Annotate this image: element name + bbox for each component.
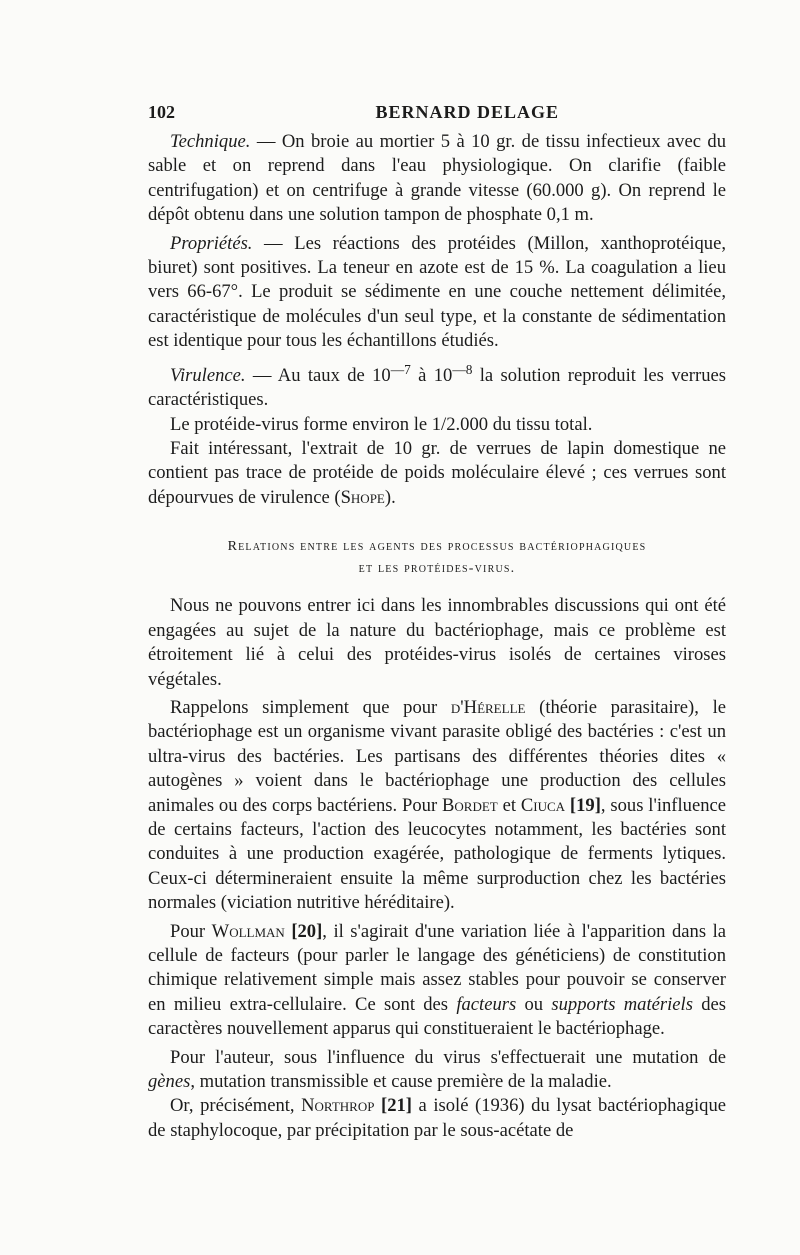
proprietes-text: — Les réactions des protéides (Millon, xanthoprotéique, biuret) sont positives. La teneur en azote est de 15 %. La coagulation a lieu vers 66-67°. Le produit se sédimente en une couche nettement délimitée, caractéristique de molécules d'un seul type, et la constante de sédimentation est identique pour tous les échantillons étudiés. <box>148 232 726 352</box>
technique-paragraph <box>148 130 726 228</box>
author-bordet: Bordet <box>442 794 498 816</box>
p2-text-c: et <box>497 794 521 816</box>
technique-text: — On broie au mortier 5 à 10 gr. de tissu infectieux avec du sable et on reprend dans l'eau physiologique. On clarifie (faible centrifugation) et on centrifuge à grande vitesse (60.000 g). On reprend le dépôt obtenu dans une solution tampon de phosphate 0,1 m. <box>148 131 726 226</box>
virulence-text-c: la solution reproduit les verrues caractéristiques. <box>148 364 726 411</box>
page-number: 102 <box>148 102 175 122</box>
emphasis-supports: supports matériels <box>551 993 693 1015</box>
author-ciuca: Ciuca <box>520 794 566 816</box>
p3-text-c: ou <box>516 993 552 1015</box>
virulence-exponent-2: —8 <box>452 361 473 377</box>
emphasis-genes: gènes <box>148 1071 191 1092</box>
p2-text-a: Rappelons simplement que pour <box>170 696 451 718</box>
author-northrop: Northrop <box>301 1095 375 1117</box>
reference-20: [20] <box>291 920 323 942</box>
p5-text-a: Or, précisément, <box>170 1095 302 1117</box>
section-title-line-2: et les protéides-virus. <box>358 561 516 577</box>
section-title-line-1: Relations entre les agents des processus bactériophagiques <box>227 539 647 555</box>
author-wollman: Wollman <box>211 920 285 942</box>
p4-text-a: Pour l'auteur, sous l'influence du virus s'effectuerait une mutation de <box>170 1046 726 1068</box>
body-paragraph-1: Nous ne pouvons entrer ici dans les innombrables discussions qui ont été engagées au sujet de la nature du bactériophage, mais ce problème est étroitement lié à celui des protéides-virus isolés de certaines viroses végétales. <box>148 595 726 690</box>
running-head: BERNARD DELAGE <box>375 102 559 122</box>
document-page <box>148 102 726 1143</box>
p3-text-d: des caractères nouvellement apparus qui constitueraient le bactériophage. <box>148 993 726 1040</box>
p3-text-a: Pour <box>170 920 212 942</box>
section-title <box>148 536 726 580</box>
virulence-exponent-1: —7 <box>390 361 411 377</box>
virulence-lead: Virulence. <box>170 364 246 386</box>
virulence-paragraph <box>148 358 726 413</box>
virulence-text-a: — Au taux de 10 <box>245 364 391 386</box>
p2-text-b: (théorie parasitaire), le bactériophage est un organisme vivant parasite obligé des bactéries : c'est un ultra-virus des bactéries. Les partisans des différentes théories dites « autogènes » voient dans le bactériophage une production des cellules animales ou des corps bactériens. Pour <box>148 696 726 816</box>
p4-text-b: , mutation transmissible et cause première de la maladie. <box>190 1071 612 1092</box>
proprietes-lead: Propriétés. <box>170 232 253 254</box>
proprietes-paragraph <box>148 232 726 354</box>
p3-text-b: , il s'agirait d'une variation liée à l'apparition dans la cellule de facteurs (pour parler le langage des généticiens) de constitution chimique relativement simple mais assez stables pour pouvoir se conserver en milieu extra-cellulaire. Ce sont des <box>148 920 726 1015</box>
fait-author: Shope <box>340 486 385 508</box>
p5-text-b: a isolé (1936) du lysat bactériophagique de staphylocoque, par précipitation par le sous-acétate de <box>148 1095 726 1141</box>
body-paragraph-4 <box>148 1046 726 1095</box>
body-paragraph-5 <box>148 1094 726 1143</box>
emphasis-facteurs: facteurs <box>456 993 517 1015</box>
author-dherelle: d'Hérelle <box>450 696 526 718</box>
technique-lead: Technique. <box>170 131 251 152</box>
proteide-paragraph: Le protéide-virus forme environ le 1/2.000 du tissu total. <box>170 413 593 435</box>
fait-paragraph <box>148 437 726 510</box>
body-paragraph-3 <box>148 920 726 1042</box>
fait-text: Fait intéressant, l'extrait de 10 gr. de verrues de lapin domestique ne contient pas trace de protéide de poids moléculaire élevé ; ces verrues sont dépourvues de virulence ( <box>148 438 726 508</box>
fait-end: ). <box>384 486 396 508</box>
body-paragraph-2 <box>148 696 726 916</box>
reference-19: [19] <box>569 794 601 816</box>
page-header <box>148 102 726 130</box>
p2-text-d: , sous l'influence de certains facteurs, l'action des leucocytes notamment, les bactéries sont conduites à une production exagérée, pathologique de ferments lytiques. Ceux-ci détermineraient ensuite la même surproduction chez les bactéries normales (viciation nutritive héréditaire). <box>148 794 726 914</box>
virulence-text-b: à 10 <box>410 364 453 386</box>
reference-21: [21] <box>381 1095 412 1117</box>
